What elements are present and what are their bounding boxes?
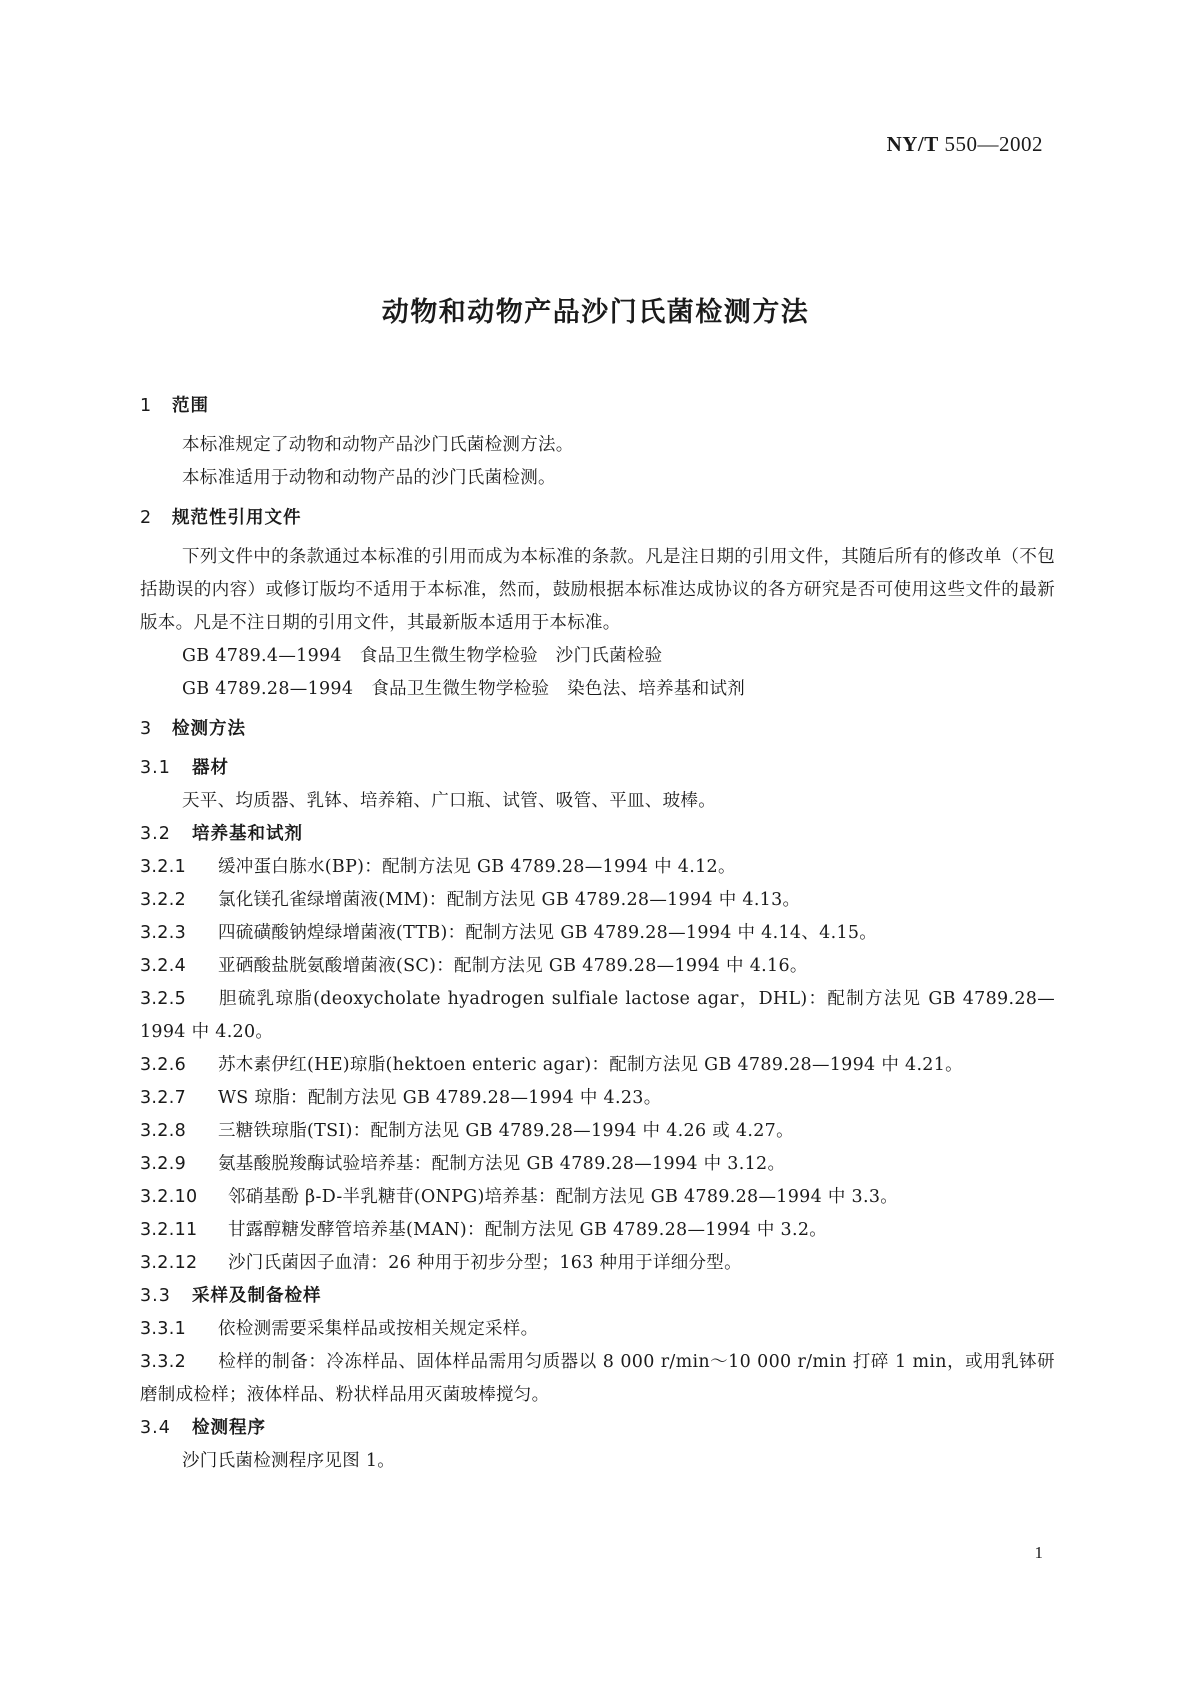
reference-code: GB 4789.4—1994 (182, 646, 342, 666)
clause-number: 3.3.2 (140, 1352, 187, 1372)
paragraph: 下列文件中的条款通过本标准的引用而成为本标准的条款。凡是注日期的引用文件，其随后所有的修改单（不包括勘误的内容）或修订版均不适用于本标准，然而，鼓励根据本标准达成协议的各方研究是否可使用这些文件的最新版本。凡是不注日期的引用文件，其最新版本适用于本标准。 (140, 547, 1055, 633)
section-2-heading (140, 504, 1055, 529)
section-title: 检测方法 (172, 719, 246, 739)
clause-item (140, 1247, 1055, 1280)
section-3-heading (140, 715, 1055, 740)
clause-text: 氯化镁孔雀绿增菌液(MM)：配制方法见 GB 4789.28—1994 中 4.13。 (218, 890, 801, 910)
clause-text: 缓冲蛋白胨水(BP)：配制方法见 GB 4789.28—1994 中 4.12。 (218, 857, 736, 877)
subsection-title: 采样及制备检样 (192, 1286, 322, 1306)
subsection-title: 器材 (192, 758, 229, 778)
standard-code-number: 550—2002 (938, 132, 1043, 156)
subsection-number: 3.4 (140, 1418, 171, 1438)
clause-number: 3.2.5 (140, 989, 187, 1009)
clause-number: 3.2.10 (140, 1187, 198, 1207)
clause-text: 苏木素伊红(HE)琼脂(hektoen enteric agar)：配制方法见 GB 4789.28—1994 中 4.21。 (218, 1055, 963, 1075)
document-body (140, 392, 1055, 1478)
clause-number: 3.2.6 (140, 1055, 187, 1075)
clause-item (140, 1049, 1055, 1082)
clause-text: 沙门氏菌因子血清：26 种用于初步分型；163 种用于详细分型。 (228, 1253, 742, 1273)
subsection-title: 培养基和试剂 (192, 824, 303, 844)
section-title: 规范性引用文件 (172, 508, 302, 528)
section-title: 范围 (172, 396, 209, 416)
page-number: 1 (1034, 1543, 1043, 1562)
clause-number: 3.2.2 (140, 890, 187, 910)
clause-item (140, 1346, 1055, 1412)
clause-item (140, 983, 1055, 1049)
clause-item (140, 1214, 1055, 1247)
clause-text: 四硫磺酸钠煌绿增菌液(TTB)：配制方法见 GB 4789.28—1994 中 4.14、4.15。 (218, 923, 878, 943)
paragraph: 本标准规定了动物和动物产品沙门氏菌检测方法。 (182, 435, 574, 455)
reference-title: 食品卫生微生物学检验 沙门氏菌检验 (359, 646, 663, 666)
subsection-heading (140, 1412, 1055, 1445)
paragraph: 天平、均质器、乳钵、培养箱、广口瓶、试管、吸管、平皿、玻棒。 (182, 791, 716, 811)
clause-text: 氨基酸脱羧酶试验培养基：配制方法见 GB 4789.28—1994 中 3.12。 (218, 1154, 786, 1174)
clause-number: 3.2.7 (140, 1088, 187, 1108)
clause-text: 依检测需要采集样品或按相关规定采样。 (218, 1319, 539, 1339)
clause-item (140, 1181, 1055, 1214)
subsection-number: 3.2 (140, 824, 171, 844)
subsection-title: 检测程序 (192, 1418, 266, 1438)
section-1-heading (140, 392, 1055, 417)
clause-number: 3.2.4 (140, 956, 187, 976)
clause-number: 3.2.3 (140, 923, 187, 943)
paragraph: 本标准适用于动物和动物产品的沙门氏菌检测。 (182, 468, 556, 488)
clause-item (140, 884, 1055, 917)
clause-number: 3.3.1 (140, 1319, 187, 1339)
subsection-heading (140, 818, 1055, 851)
standard-code (887, 132, 1043, 157)
clause-item (140, 1148, 1055, 1181)
subsection-number: 3.3 (140, 1286, 171, 1306)
clause-text: 三糖铁琼脂(TSI)：配制方法见 GB 4789.28—1994 中 4.26 或 4.27。 (218, 1121, 794, 1141)
clause-number: 3.2.8 (140, 1121, 187, 1141)
clause-text: 亚硒酸盐胱氨酸增菌液(SC)：配制方法见 GB 4789.28—1994 中 4.16。 (218, 956, 808, 976)
clause-number: 3.2.1 (140, 857, 187, 877)
clause-number: 3.2.12 (140, 1253, 198, 1273)
standard-code-prefix: NY/T (886, 132, 939, 156)
clause-item (140, 1082, 1055, 1115)
subsection-number: 3.1 (140, 758, 171, 778)
section-number: 1 (140, 396, 153, 416)
reference-item (182, 673, 1055, 706)
clause-item (140, 917, 1055, 950)
clause-text: 检样的制备：冷冻样品、固体样品需用匀质器以 8 000 r/min～10 000 r/min 打碎 1 min，或用乳钵研磨制成检样；液体样品、粉状样品用灭菌玻棒搅匀。 (140, 1352, 1055, 1405)
clause-item (140, 851, 1055, 884)
subsection-heading (140, 1280, 1055, 1313)
reference-item (182, 640, 1055, 673)
paragraph: 沙门氏菌检测程序见图 1。 (182, 1451, 396, 1471)
document-title: 动物和动物产品沙门氏菌检测方法 (381, 297, 810, 328)
reference-title: 食品卫生微生物学检验 染色法、培养基和试剂 (371, 679, 746, 699)
clause-item (140, 950, 1055, 983)
clause-number: 3.2.11 (140, 1220, 198, 1240)
clause-text: 甘露醇糖发酵管培养基(MAN)：配制方法见 GB 4789.28—1994 中 3.2。 (228, 1220, 828, 1240)
clause-text: 胆硫乳琼脂(deoxycholate hyadrogen sulfiale lactose agar，DHL)：配制方法见 GB 4789.28—1994 中 4.20。 (140, 989, 1055, 1042)
subsection-heading (140, 752, 1055, 785)
clause-text: WS 琼脂：配制方法见 GB 4789.28—1994 中 4.23。 (218, 1088, 662, 1108)
section-number: 2 (140, 508, 153, 528)
clause-item (140, 1115, 1055, 1148)
clause-text: 邻硝基酚 β-D-半乳糖苷(ONPG)培养基：配制方法见 GB 4789.28—1994 中 3.3。 (228, 1187, 899, 1207)
section-number: 3 (140, 719, 153, 739)
clause-number: 3.2.9 (140, 1154, 187, 1174)
clause-item (140, 1313, 1055, 1346)
reference-code: GB 4789.28—1994 (182, 679, 354, 699)
